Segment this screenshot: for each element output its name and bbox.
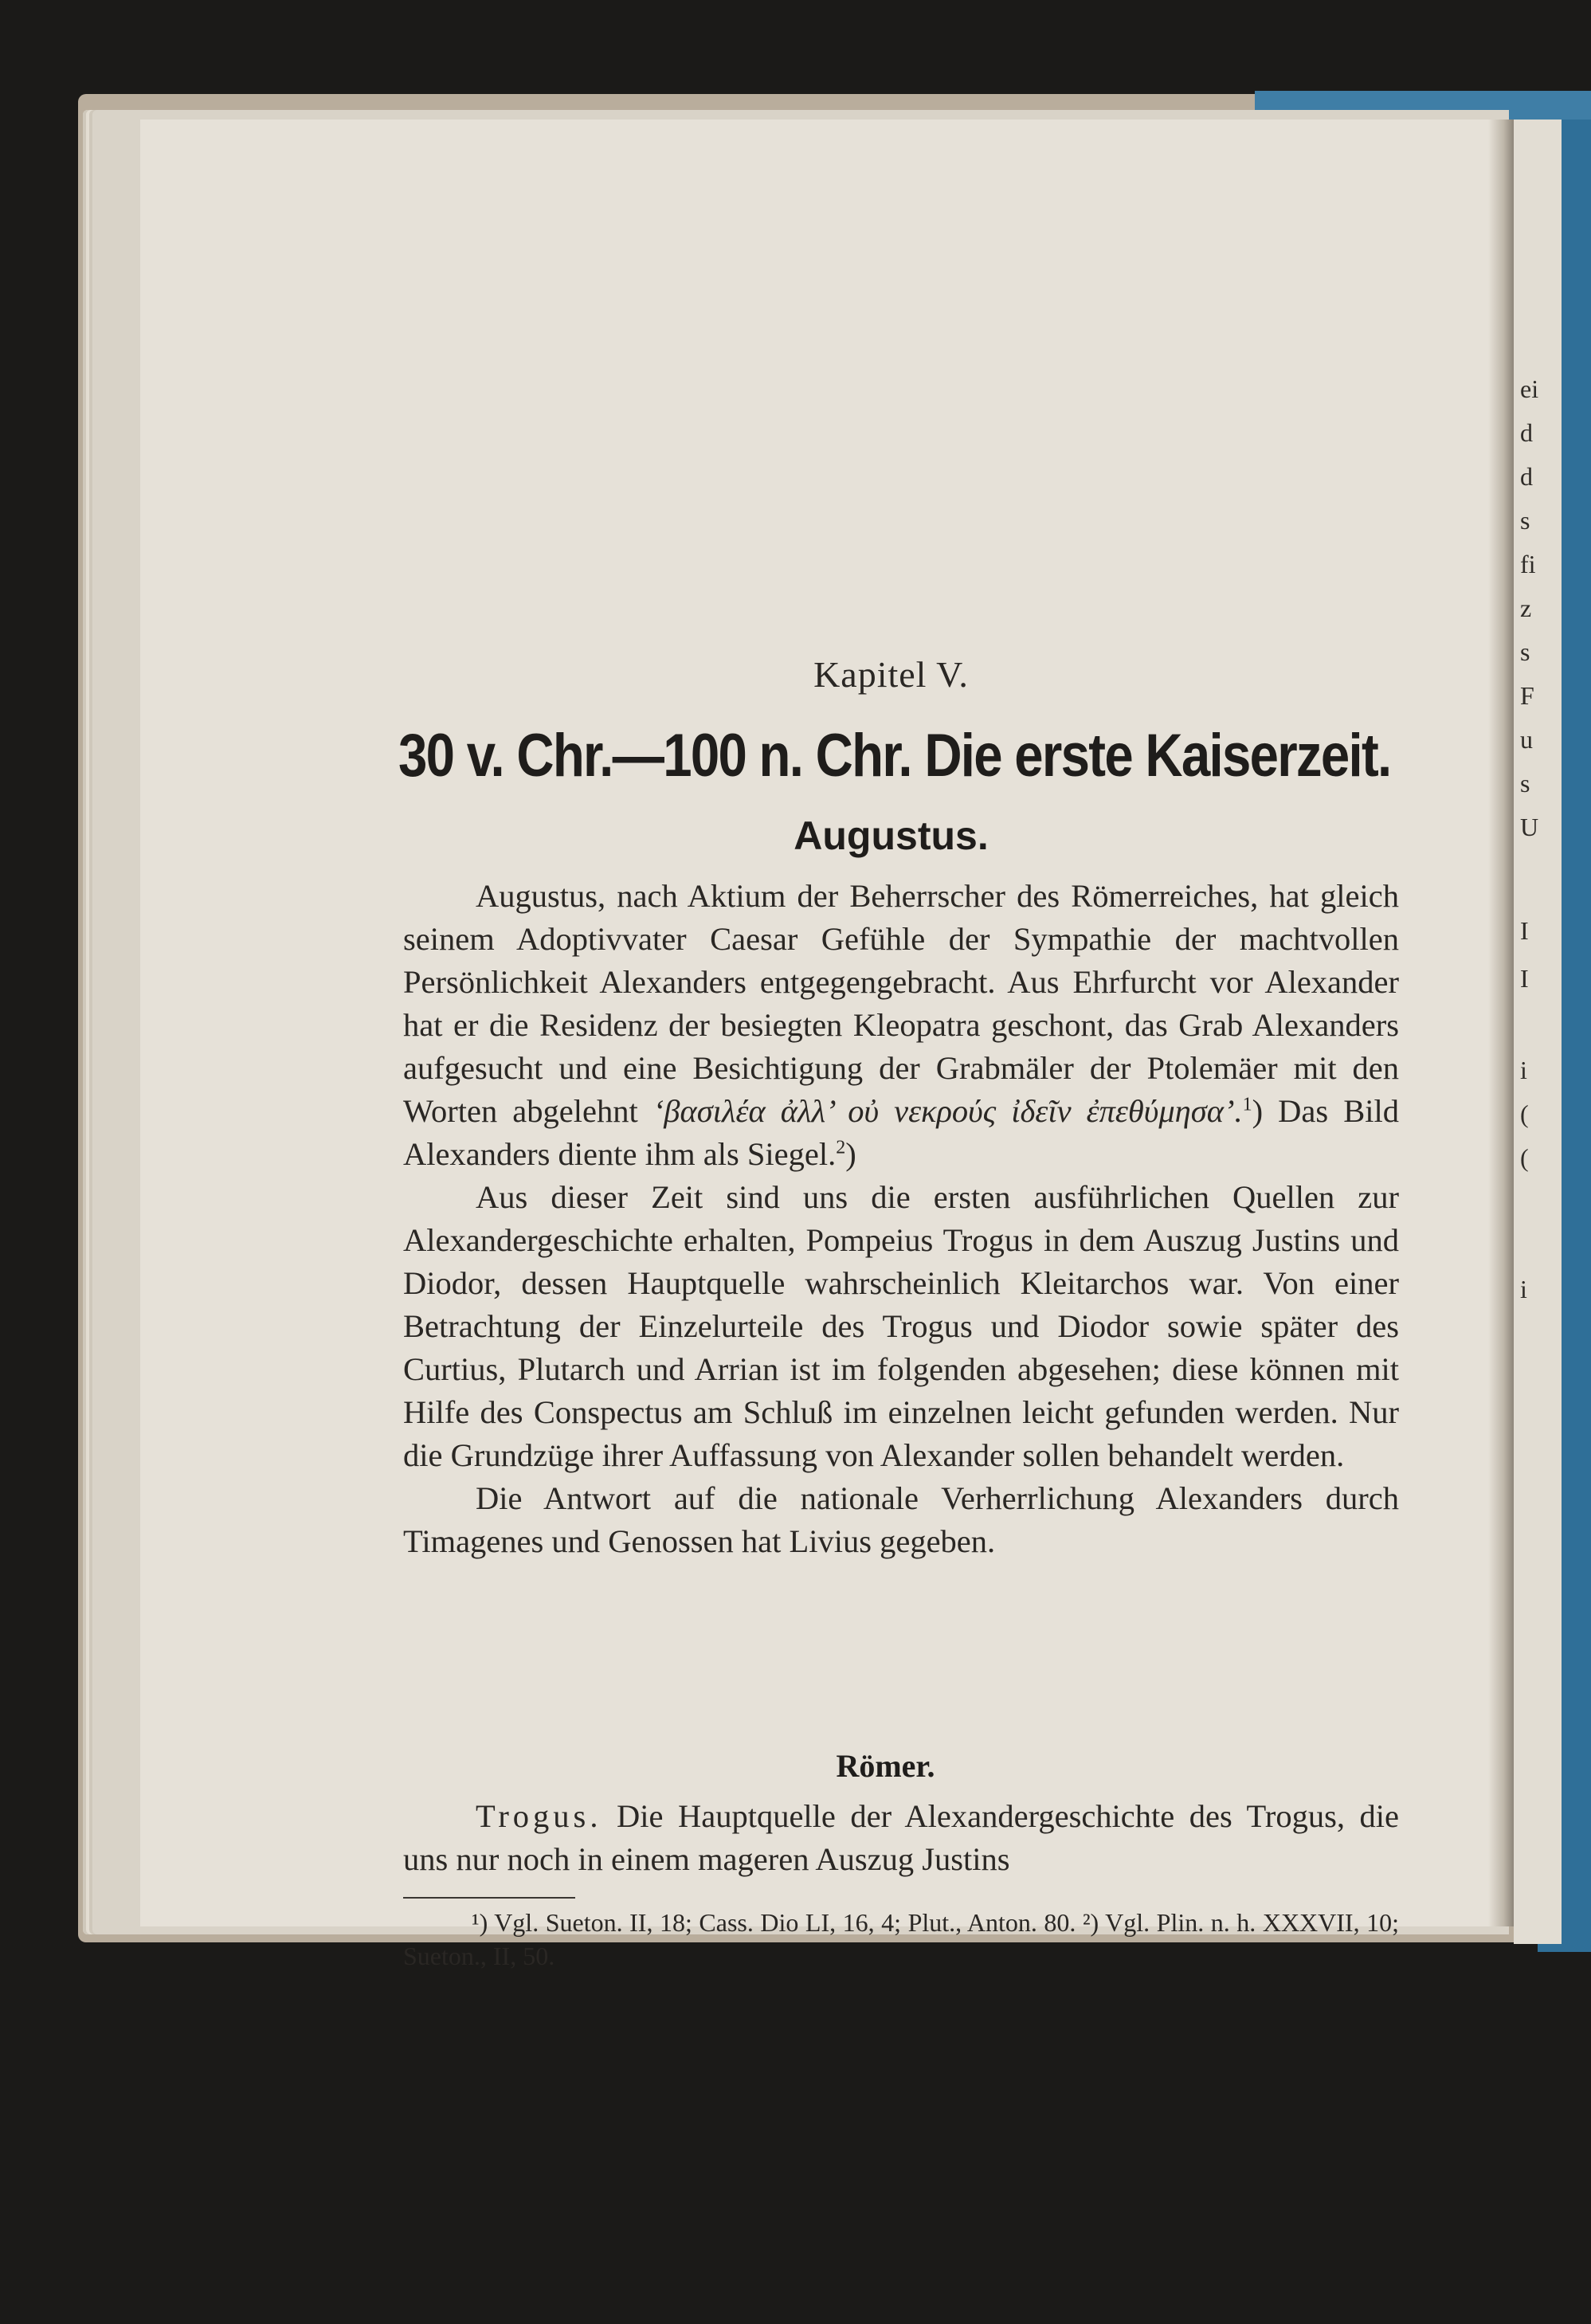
facing-page-letter: fi <box>1520 550 1536 578</box>
subsection-heading: Römer. <box>836 1748 935 1784</box>
facing-page-letter: s <box>1520 637 1530 666</box>
facing-page-letter: i <box>1520 1056 1527 1084</box>
footnote-ref: 2 <box>836 1137 846 1158</box>
footnote-text: ¹) Vgl. Sueton. II, 18; Cass. Dio LI, 16, 4; Plut., Anton. 80. ²) Vgl. Plin. n. h. XXXVII, 10; Sueton., II, 50. <box>403 1908 1399 1970</box>
chapter-heading: Kapitel V. <box>813 654 969 695</box>
main-text <box>403 875 1399 1563</box>
facing-page-letter: i <box>1520 1275 1527 1303</box>
paragraph: Trogus. Die Hauptquelle der Alexandergeschichte des Trogus, die uns nur noch in einem mageren Auszug Justins <box>403 1798 1399 1877</box>
trogus-text <box>403 1795 1399 1881</box>
facing-page-letter: F <box>1520 681 1534 710</box>
facing-page-letter: z <box>1520 594 1532 622</box>
footnote-rule <box>403 1897 575 1899</box>
greek-quote: ‘βασιλέα ἀλλ’ οὐ νεκρούς ἰδεῖν ἐπεθύμησα’. <box>652 1093 1243 1129</box>
facing-page-edge <box>1514 120 1562 1944</box>
facing-page-letter: I <box>1520 964 1529 993</box>
page-gutter <box>1488 120 1514 1926</box>
footnotes <box>403 1906 1399 1973</box>
facing-page-letter: d <box>1520 462 1533 491</box>
paragraph: Augustus, nach Aktium der Beherrscher des Römerreiches, hat gleich seinem Adoptivvater Caesar Gefühle der Sympathie der machtvollen Persönlichkeit Alexanders entgegengebracht. Aus Ehrfurcht vor Alexander hat er die Residenz der besiegten Kleopatra geschont, das Grab Alexanders aufgesucht und eine Besichtigung der Grabmäler der Ptolemäer mit den Worten abgelehnt ‘βασιλέα ἀλλ’ οὐ νεκρούς ἰδεῖν ἐπεθύμησα’.$^1$) Das Bild Alexanders diente ihm als Siegel.$^2$) <box>403 878 1399 1172</box>
paragraph: Die Antwort auf die nationale Verherrlichung Alexanders durch Timagenes und Genossen hat Livius gegeben. <box>403 1480 1399 1559</box>
facing-page-letter: u <box>1520 725 1533 754</box>
facing-page-letter: ( <box>1520 1143 1529 1172</box>
facing-page-letter: ( <box>1520 1099 1529 1128</box>
facing-page-letter: ei <box>1520 374 1539 403</box>
footnote-ref: 1 <box>1242 1094 1252 1115</box>
spaced-name: Trogus. <box>476 1798 602 1834</box>
facing-page-letter: s <box>1520 769 1530 798</box>
facing-page-letter: I <box>1520 916 1529 945</box>
paragraph: Aus dieser Zeit sind uns die ersten ausführlichen Quellen zur Alexandergeschichte erhalten, Pompeius Trogus in dem Auszug Justins und Diodor, dessen Hauptquelle wahrscheinlich Kleitarchos war. Von einer Betrachtung der Einzelurteile des Trogus und Diodor sowie später des Curtius, Plutarch und Arrian ist im folgenden abgesehen; diese können mit Hilfe des Conspectus am Schluß im einzelnen leicht gefunden werden. Nur die Grundzüge ihrer Auffassung von Alexander sollen behandelt werden. <box>403 1179 1399 1473</box>
facing-page-letter: U <box>1520 813 1539 841</box>
facing-page-letter: s <box>1520 506 1530 535</box>
facing-page-letter: d <box>1520 418 1533 447</box>
section-heading: Augustus. <box>794 813 989 858</box>
chapter-title: 30 v. Chr.—100 n. Chr. Die erste Kaiserzeit. <box>398 722 1391 790</box>
